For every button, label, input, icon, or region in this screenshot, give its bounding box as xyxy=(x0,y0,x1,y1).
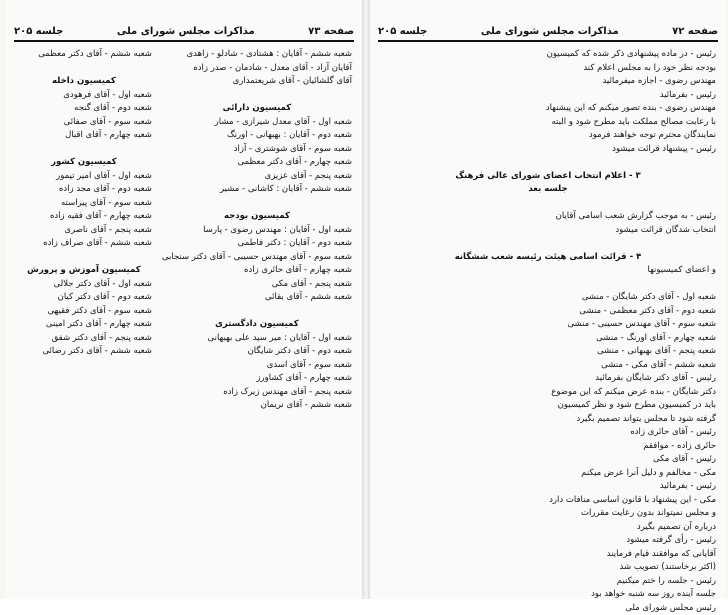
text-line: آقایان آزاد - آقای معدل - شادمان - صدر زاده xyxy=(162,62,352,76)
text-line: رئیس - به موجب گزارش شعب اسامی آقایان xyxy=(380,210,716,224)
right-page-upper-section xyxy=(380,48,716,372)
left-page-right-column xyxy=(162,48,352,589)
section-heading: کمیسیون دادگستری xyxy=(162,318,352,332)
text-line: مکی - مخالفم و دلیل آنرا عرض میکنم xyxy=(380,467,716,481)
text-line: رئیس - آقای مکی xyxy=(380,453,716,467)
book-gutter xyxy=(362,0,370,599)
left-page-header xyxy=(14,24,354,38)
text-line: رئیس - آقای دکتر شایگان بفرمائید xyxy=(380,372,716,386)
text-line: رئیس - رأی گرفته میشود xyxy=(380,534,716,548)
text-line xyxy=(16,251,152,265)
text-line: شعبه چهارم - آقای دکتر امینی xyxy=(16,318,152,332)
text-line: شعبه سوم - آقای دکتر فقیهی xyxy=(16,305,152,319)
text-line: رئیس مجلس شورای ملی xyxy=(380,602,716,615)
text-line: شعبه دوم - آقای دکتر کیان xyxy=(16,291,152,305)
text-line: شعبه چهارم - آقای اورنگ - منشی xyxy=(380,332,716,346)
left-header-rule xyxy=(14,40,354,42)
section-heading: کمیسیون کشور xyxy=(16,156,152,170)
text-line: شعبه ششم - آقایان : هشتادی - شادلو - زاهدی xyxy=(162,48,352,62)
text-line: شعبه ششم - آقایان : کاشانی - مشیر xyxy=(162,183,352,197)
text-line: مهندس رضوی - بنده تصور میکنم که این پیشنهاد xyxy=(380,102,716,116)
text-line: و مجلس نمیتواند بدون رعایت مقررات xyxy=(380,507,716,521)
text-line: رئیس - بفرمائید xyxy=(380,480,716,494)
section-heading: کمیسیون داخله xyxy=(16,75,152,89)
text-line: رئیس - آقای حائری زاده xyxy=(380,426,716,440)
text-line: شعبه اول - آقایان : مهندس رضوی - پارسا xyxy=(162,224,352,238)
text-line xyxy=(380,156,716,170)
text-line: شعبه دوم - آقای دکتر شایگان xyxy=(162,345,352,359)
text-line: باید در کمیسیون مطرح شود و نظر کمیسیون xyxy=(380,399,716,413)
right-page-header xyxy=(378,24,718,38)
text-line: شعبه دوم - آقایان : بهبهانی - اورنگ xyxy=(162,129,352,143)
text-line: شعبه پنجم - آقای بهبهانی - منشی xyxy=(380,345,716,359)
text-line: رئیس - جلسه را ختم میکنیم xyxy=(380,575,716,589)
text-line: شعبه ششم - آقای صراف زاده xyxy=(16,237,152,251)
left-page-number: صفحه ۷۳ xyxy=(308,26,354,37)
section-heading: کمیسیون بودجه xyxy=(162,210,352,224)
section-heading: ۳ - اعلام انتخاب اعضای شورای عالی فرهنگ xyxy=(380,170,716,184)
text-line: شعبه دوم - آقای مجد زاده xyxy=(16,183,152,197)
text-line: مکی - این پیشنهاد با قانون اساسی منافات دارد xyxy=(380,494,716,508)
text-line: آقای گلشائیان - آقای شریعتمداری xyxy=(162,75,352,89)
text-line: شعبه سوم - آقای مهندس حسیبی - منشی xyxy=(380,318,716,332)
text-line xyxy=(16,143,152,157)
text-line: نمایندگان محترم توجه خواهند فرمود xyxy=(380,129,716,143)
section-heading: ۴ - قرائت اسامی هیئت رئیسه شعب ششگانه xyxy=(380,251,716,265)
text-line: گرفته شود تا مجلس بتواند تصمیم بگیرد xyxy=(380,413,716,427)
left-page-title: مذاکرات مجلس شورای ملی xyxy=(117,26,255,37)
text-line: شعبه چهارم - آقای دکتر معظمی xyxy=(162,156,352,170)
section-heading: کمیسیون آموزش و پرورش xyxy=(16,264,152,278)
text-line: شعبه دوم - آقایان : دکتر فاطمی xyxy=(162,237,352,251)
right-page-body xyxy=(380,48,716,589)
text-line xyxy=(162,89,352,103)
text-line: شعبه چهارم - آقای اقبال xyxy=(16,129,152,143)
text-line: جلسه آینده روز سه شنبه خواهد بود xyxy=(380,588,716,602)
text-line: شعبه سوم - آقای صفائی xyxy=(16,116,152,130)
text-line xyxy=(380,197,716,211)
right-page-title: مذاکرات مجلس شورای ملی xyxy=(481,26,619,37)
right-page-body-section xyxy=(380,372,716,615)
left-page-left-column xyxy=(16,48,152,589)
text-line: حائری زاده - موافقم xyxy=(380,440,716,454)
text-line: شعبه ششم - آقای بقائی xyxy=(162,291,352,305)
text-line: شعبه اول - آقای فرهودی xyxy=(16,89,152,103)
text-line: رئیس - در ماده پیشنهادی ذکر شده که کمیسیون xyxy=(380,48,716,62)
text-line: مهندس رضوی - اجازه میفرمائید xyxy=(380,75,716,89)
text-line xyxy=(162,197,352,211)
text-line: شعبه چهارم - آقای حائری زاده xyxy=(162,264,352,278)
text-line: شعبه اول - آقایان : میر سید علی بهبهانی xyxy=(162,332,352,346)
left-page-session: جلسه ۲۰۵ xyxy=(14,26,63,37)
right-page-session: جلسه ۲۰۵ xyxy=(378,26,427,37)
text-line: بودجه نظر خود را به مجلس اعلام کند xyxy=(380,62,716,76)
text-line: آقایانی که موافقند قیام فرمایند xyxy=(380,548,716,562)
right-page xyxy=(370,0,726,599)
text-line: با رعایت مصالح مملکت باید مطرح شود و البته xyxy=(380,116,716,130)
text-line: شعبه دوم - آقای گنجه xyxy=(16,102,152,116)
text-line: درباره آن تصمیم بگیرد xyxy=(380,521,716,535)
section-heading: کمیسیون دارائی xyxy=(162,102,352,116)
text-line: دکتر شایگان - بنده عرض میکنم که این موضوع xyxy=(380,386,716,400)
text-line: شعبه اول - آقای دکتر شایگان - منشی xyxy=(380,291,716,305)
left-page xyxy=(6,0,362,599)
right-header-rule xyxy=(378,40,718,42)
text-line: شعبه چهارم - آقای کشاورز xyxy=(162,372,352,386)
text-line: شعبه اول - آقای دکتر جلالی xyxy=(16,278,152,292)
text-line: انتخاب شدگان قرائت میشود xyxy=(380,224,716,238)
text-line: شعبه ششم - آقای نریمان xyxy=(162,399,352,413)
text-line: شعبه سوم - آقای مهندس حسیبی - آقای دکتر سنجابی xyxy=(162,251,352,265)
text-line: رئیس - بفرمائید xyxy=(380,89,716,103)
text-line: شعبه پنجم - آقای دکتر شفق xyxy=(16,332,152,346)
right-page-number: صفحه ۷۲ xyxy=(672,26,718,37)
text-line xyxy=(380,278,716,292)
text-line: رئیس - پیشنهاد قرائت میشود xyxy=(380,143,716,157)
text-line: شعبه سوم - آقای اسدی xyxy=(162,359,352,373)
text-line xyxy=(380,237,716,251)
text-line xyxy=(16,62,152,76)
text-line: شعبه ششم - آقای مکی - منشی xyxy=(380,359,716,373)
left-page-body xyxy=(16,48,352,589)
text-line: شعبه دوم - آقای دکتر معظمی - منشی xyxy=(380,305,716,319)
section-heading: جلسه بعد xyxy=(380,183,716,197)
text-line: شعبه پنجم - آقای مهندس زیرک زاده xyxy=(162,386,352,400)
text-line: شعبه اول - آقای معدل شیرازی - مشار xyxy=(162,116,352,130)
text-line xyxy=(162,305,352,319)
text-line: شعبه سوم - آقای شوشتری - آزاد xyxy=(162,143,352,157)
text-line: شعبه پنجم - آقای عزیزی xyxy=(162,170,352,184)
text-line: شعبه اول - آقای امیر تیمور xyxy=(16,170,152,184)
text-line: شعبه ششم - آقای دکتر رضائی xyxy=(16,345,152,359)
text-line: شعبه پنجم - آقای ناصری xyxy=(16,224,152,238)
text-line: (اکثر برخاستند) تصویب شد xyxy=(380,561,716,575)
text-line: شعبه چهارم - آقای فقیه زاده xyxy=(16,210,152,224)
text-line: شعبه سوم - آقای پیراسته xyxy=(16,197,152,211)
text-line: شعبه پنجم - آقای مکی xyxy=(162,278,352,292)
text-line: و اعضای کمیسیونها xyxy=(380,264,716,278)
text-line: شعبه ششم - آقای دکتر معظمی xyxy=(16,48,152,62)
